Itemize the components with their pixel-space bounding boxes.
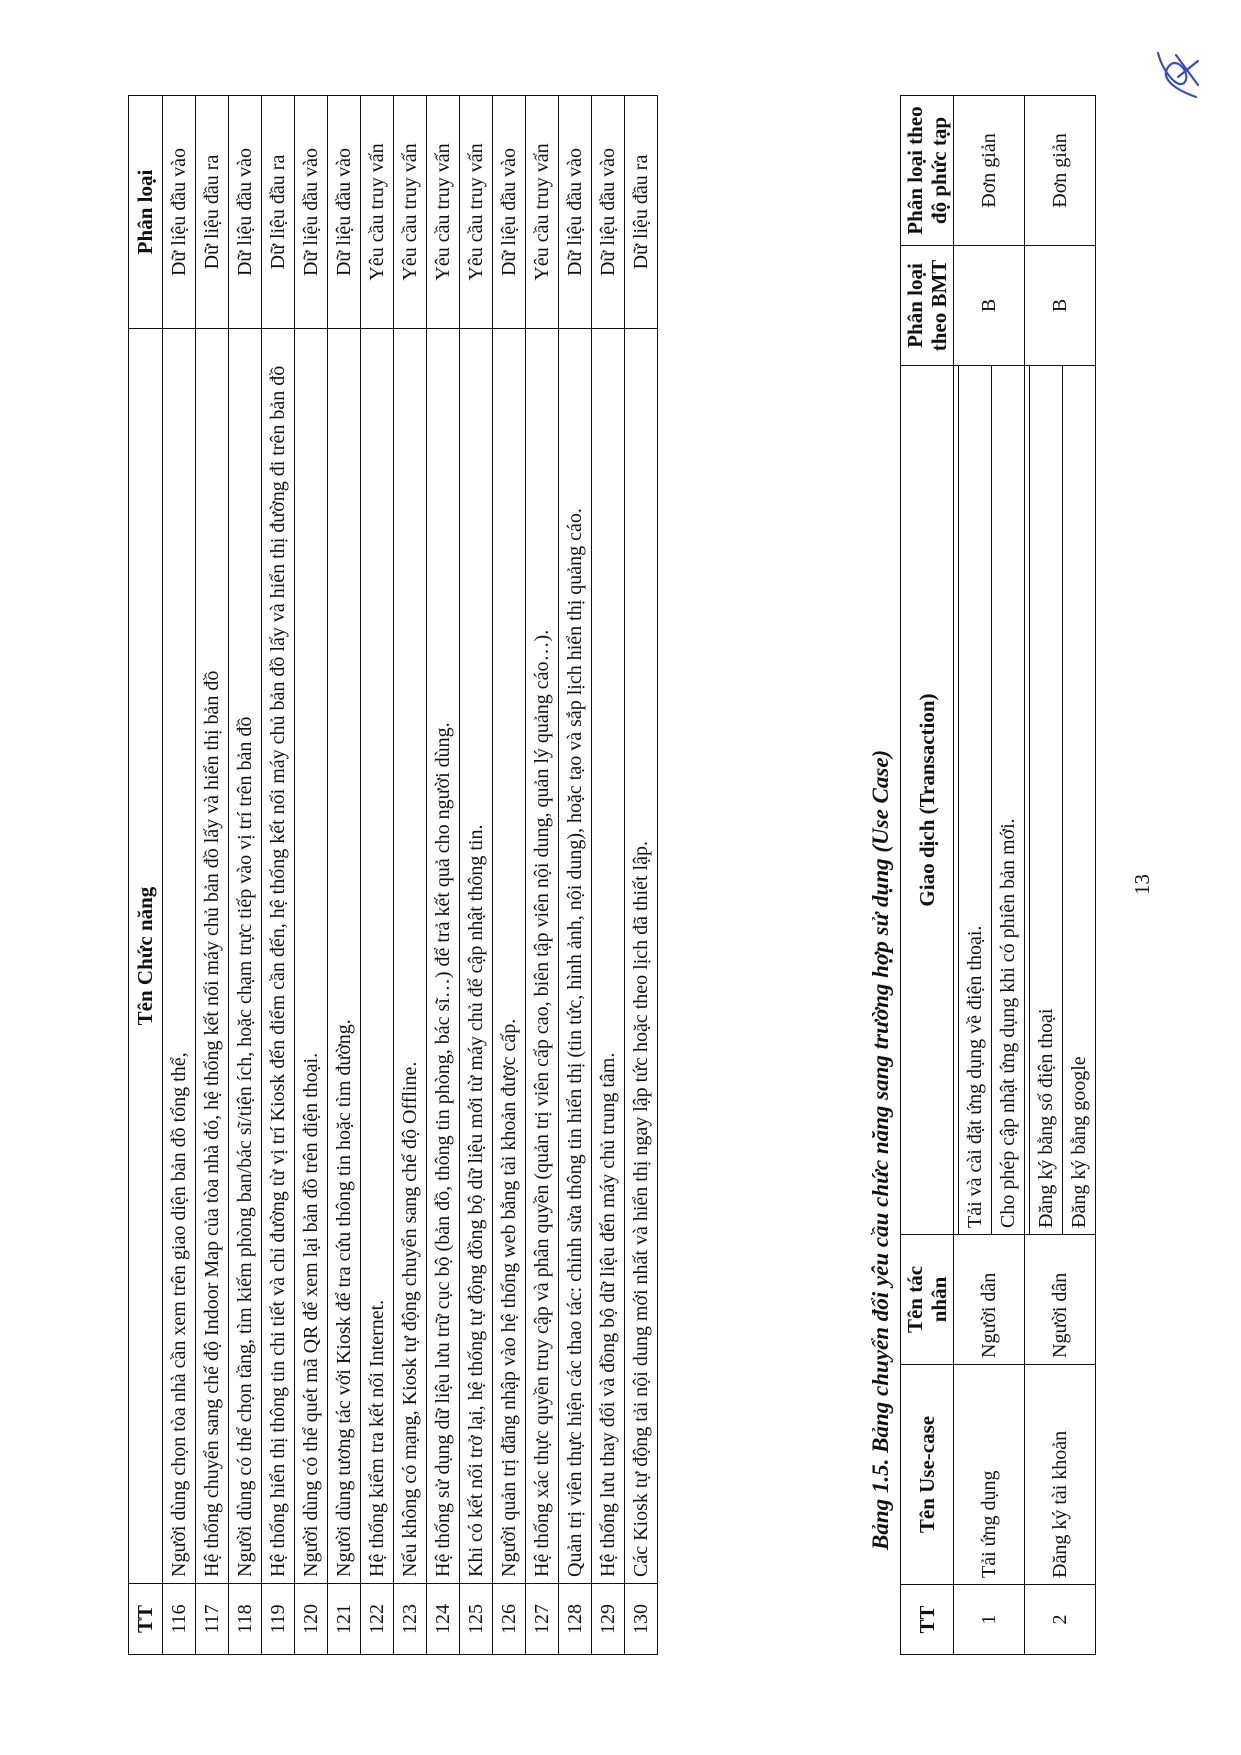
function-name: Người quản trị đăng nhập vào hệ thống web bằng tài khoản được cấp. xyxy=(493,329,526,1584)
row-number: 120 xyxy=(295,1584,328,1655)
classification: Dữ liệu đầu ra xyxy=(262,96,295,329)
table-row xyxy=(196,96,229,1655)
row-number: 119 xyxy=(262,1584,295,1655)
header-use-case: Tên Use-case xyxy=(901,1365,954,1585)
row-number: 2 xyxy=(1025,1585,1096,1655)
table-header-row xyxy=(129,96,163,1655)
header-bmt: Phân loại theo BMT xyxy=(901,246,954,366)
row-number: 121 xyxy=(328,1584,361,1655)
signature-mark xyxy=(1148,45,1208,105)
table-row xyxy=(493,96,526,1655)
row-number: 125 xyxy=(460,1584,493,1655)
row-number: 126 xyxy=(493,1584,526,1655)
function-name: Khi có kết nối trở lại, hệ thống tự động đồng bộ dữ liệu mới từ máy chủ để cập nhật thông tin. xyxy=(460,329,493,1584)
header-tt: TT xyxy=(129,1584,163,1655)
actor-name: Người dân xyxy=(1025,1235,1096,1365)
table-row xyxy=(229,96,262,1655)
classification: Dữ liệu đầu ra xyxy=(625,96,658,329)
header-transaction: Giao dịch (Transaction) xyxy=(901,366,954,1235)
page-number: 13 xyxy=(1130,874,1154,895)
row-number: 116 xyxy=(163,1584,196,1655)
classification: Dữ liệu đầu vào xyxy=(163,96,196,329)
complexity-classification: Đơn giản xyxy=(954,96,1025,246)
table-row xyxy=(526,96,559,1655)
row-number: 127 xyxy=(526,1584,559,1655)
classification: Yêu cầu truy vấn xyxy=(427,96,460,329)
classification: Dữ liệu đầu vào xyxy=(328,96,361,329)
function-name: Hệ thống hiển thị thông tin chi tiết và chỉ đường từ vị trí Kiosk đến điểm cần đến, hệ thống kết nối máy chủ bản đồ lấy và hiển thị đường đi trên bản đồ xyxy=(262,329,295,1584)
classification: Yêu cầu truy vấn xyxy=(394,96,427,329)
row-number: 118 xyxy=(229,1584,262,1655)
table-caption: Bảng 1.5. Bảng chuyển đổi yêu cầu chức năng sang trường hợp sử dụng (Use Case) xyxy=(868,749,893,1550)
table-row xyxy=(625,96,658,1655)
header-actor: Tên tác nhân xyxy=(901,1235,954,1365)
table-row xyxy=(361,96,394,1655)
function-name: Người dùng có thể chọn tầng, tìm kiếm phòng ban/bác sĩ/tiện ích, hoặc chạm trực tiếp vào vị trí trên bản đồ xyxy=(229,329,262,1584)
header-function-name: Tên Chức năng xyxy=(129,329,163,1584)
function-name: Các Kiosk tự động tải nội dung mới nhất và hiển thị ngay lập tức hoặc theo lịch đã thiết lập. xyxy=(625,329,658,1584)
function-name: Quản trị viên thực hiện các thao tác: chỉnh sửa thông tin hiển thị (tin tức, hình ảnh, nội dung), hoặc tạo và sắp lịch hiển thị quảng cáo. xyxy=(559,329,592,1584)
function-name: Hệ thống chuyển sang chế độ Indoor Map của tòa nhà đó, hệ thống kết nối máy chủ bản đồ lấy và hiển thị bản đồ xyxy=(196,329,229,1584)
table-row xyxy=(460,96,493,1655)
table-row xyxy=(394,96,427,1655)
use-case-name: Đăng ký tài khoản xyxy=(1025,1365,1096,1585)
classification: Dữ liệu đầu vào xyxy=(229,96,262,329)
table-row xyxy=(559,96,592,1655)
function-name: Người dùng tương tác với Kiosk để tra cứu thông tin hoặc tìm đường. xyxy=(328,329,361,1584)
function-name: Người dùng chọn tòa nhà cần xem trên giao diện bản đồ tổng thể, xyxy=(163,329,196,1584)
classification: Yêu cầu truy vấn xyxy=(460,96,493,329)
actor-name: Người dân xyxy=(954,1235,1025,1365)
classification: Dữ liệu đầu vào xyxy=(559,96,592,329)
row-number: 122 xyxy=(361,1584,394,1655)
row-number: 128 xyxy=(559,1584,592,1655)
function-name: Nếu không có mạng, Kiosk tự động chuyển sang chế độ Offline. xyxy=(394,329,427,1584)
header-complexity: Phân loại theo độ phức tạp xyxy=(901,96,954,246)
classification: Dữ liệu đầu vào xyxy=(493,96,526,329)
function-table-body xyxy=(163,96,658,1655)
transaction: Đăng ký bằng google xyxy=(1063,366,1096,1235)
bmt-classification: B xyxy=(1025,246,1096,366)
complexity-classification: Đơn giản xyxy=(1025,96,1096,246)
transaction: Đăng ký bằng số điện thoại xyxy=(1030,366,1063,1235)
classification: Yêu cầu truy vấn xyxy=(526,96,559,329)
table-row xyxy=(163,96,196,1655)
table-row xyxy=(295,96,328,1655)
use-case-name: Tải ứng dụng xyxy=(954,1365,1025,1585)
function-name: Hệ thống lưu thay đổi và đồng bộ dữ liệu đến máy chủ trung tâm. xyxy=(592,329,625,1584)
classification: Dữ liệu đầu ra xyxy=(196,96,229,329)
function-name: Hệ thống xác thực quyền truy cập và phân quyền (quản trị viên cấp cao, biên tập viên nội dung, quản lý quảng cáo…). xyxy=(526,329,559,1584)
function-name: Hệ thống sử dụng dữ liệu lưu trữ cục bộ (bản đồ, thông tin phòng, bác sĩ…) để trả kết quả cho người dùng. xyxy=(427,329,460,1584)
transaction: Tải và cài đặt ứng dụng về điện thoại. xyxy=(959,366,992,1235)
transaction: Cho phép cập nhật ứng dụng khi có phiên bản mới. xyxy=(992,366,1025,1235)
classification: Dữ liệu đầu vào xyxy=(592,96,625,329)
row-number: 117 xyxy=(196,1584,229,1655)
use-case-table-body xyxy=(954,96,1096,1655)
table-row xyxy=(262,96,295,1655)
function-classification-table xyxy=(128,95,658,1655)
row-number: 129 xyxy=(592,1584,625,1655)
table-row xyxy=(328,96,361,1655)
table-header-row xyxy=(901,96,954,1655)
classification: Yêu cầu truy vấn xyxy=(361,96,394,329)
use-case-table xyxy=(900,95,1096,1655)
function-name: Hệ thống kiểm tra kết nối Internet. xyxy=(361,329,394,1584)
table-row xyxy=(592,96,625,1655)
table-row xyxy=(427,96,460,1655)
bmt-classification: B xyxy=(954,246,1025,366)
header-classification: Phân loại xyxy=(129,96,163,329)
classification: Dữ liệu đầu vào xyxy=(295,96,328,329)
row-number: 123 xyxy=(394,1584,427,1655)
row-number: 124 xyxy=(427,1584,460,1655)
row-number: 130 xyxy=(625,1584,658,1655)
function-name: Người dùng có thể quét mã QR để xem lại bản đồ trên điện thoại. xyxy=(295,329,328,1584)
header-tt: TT xyxy=(901,1585,954,1655)
row-number: 1 xyxy=(954,1585,1025,1655)
